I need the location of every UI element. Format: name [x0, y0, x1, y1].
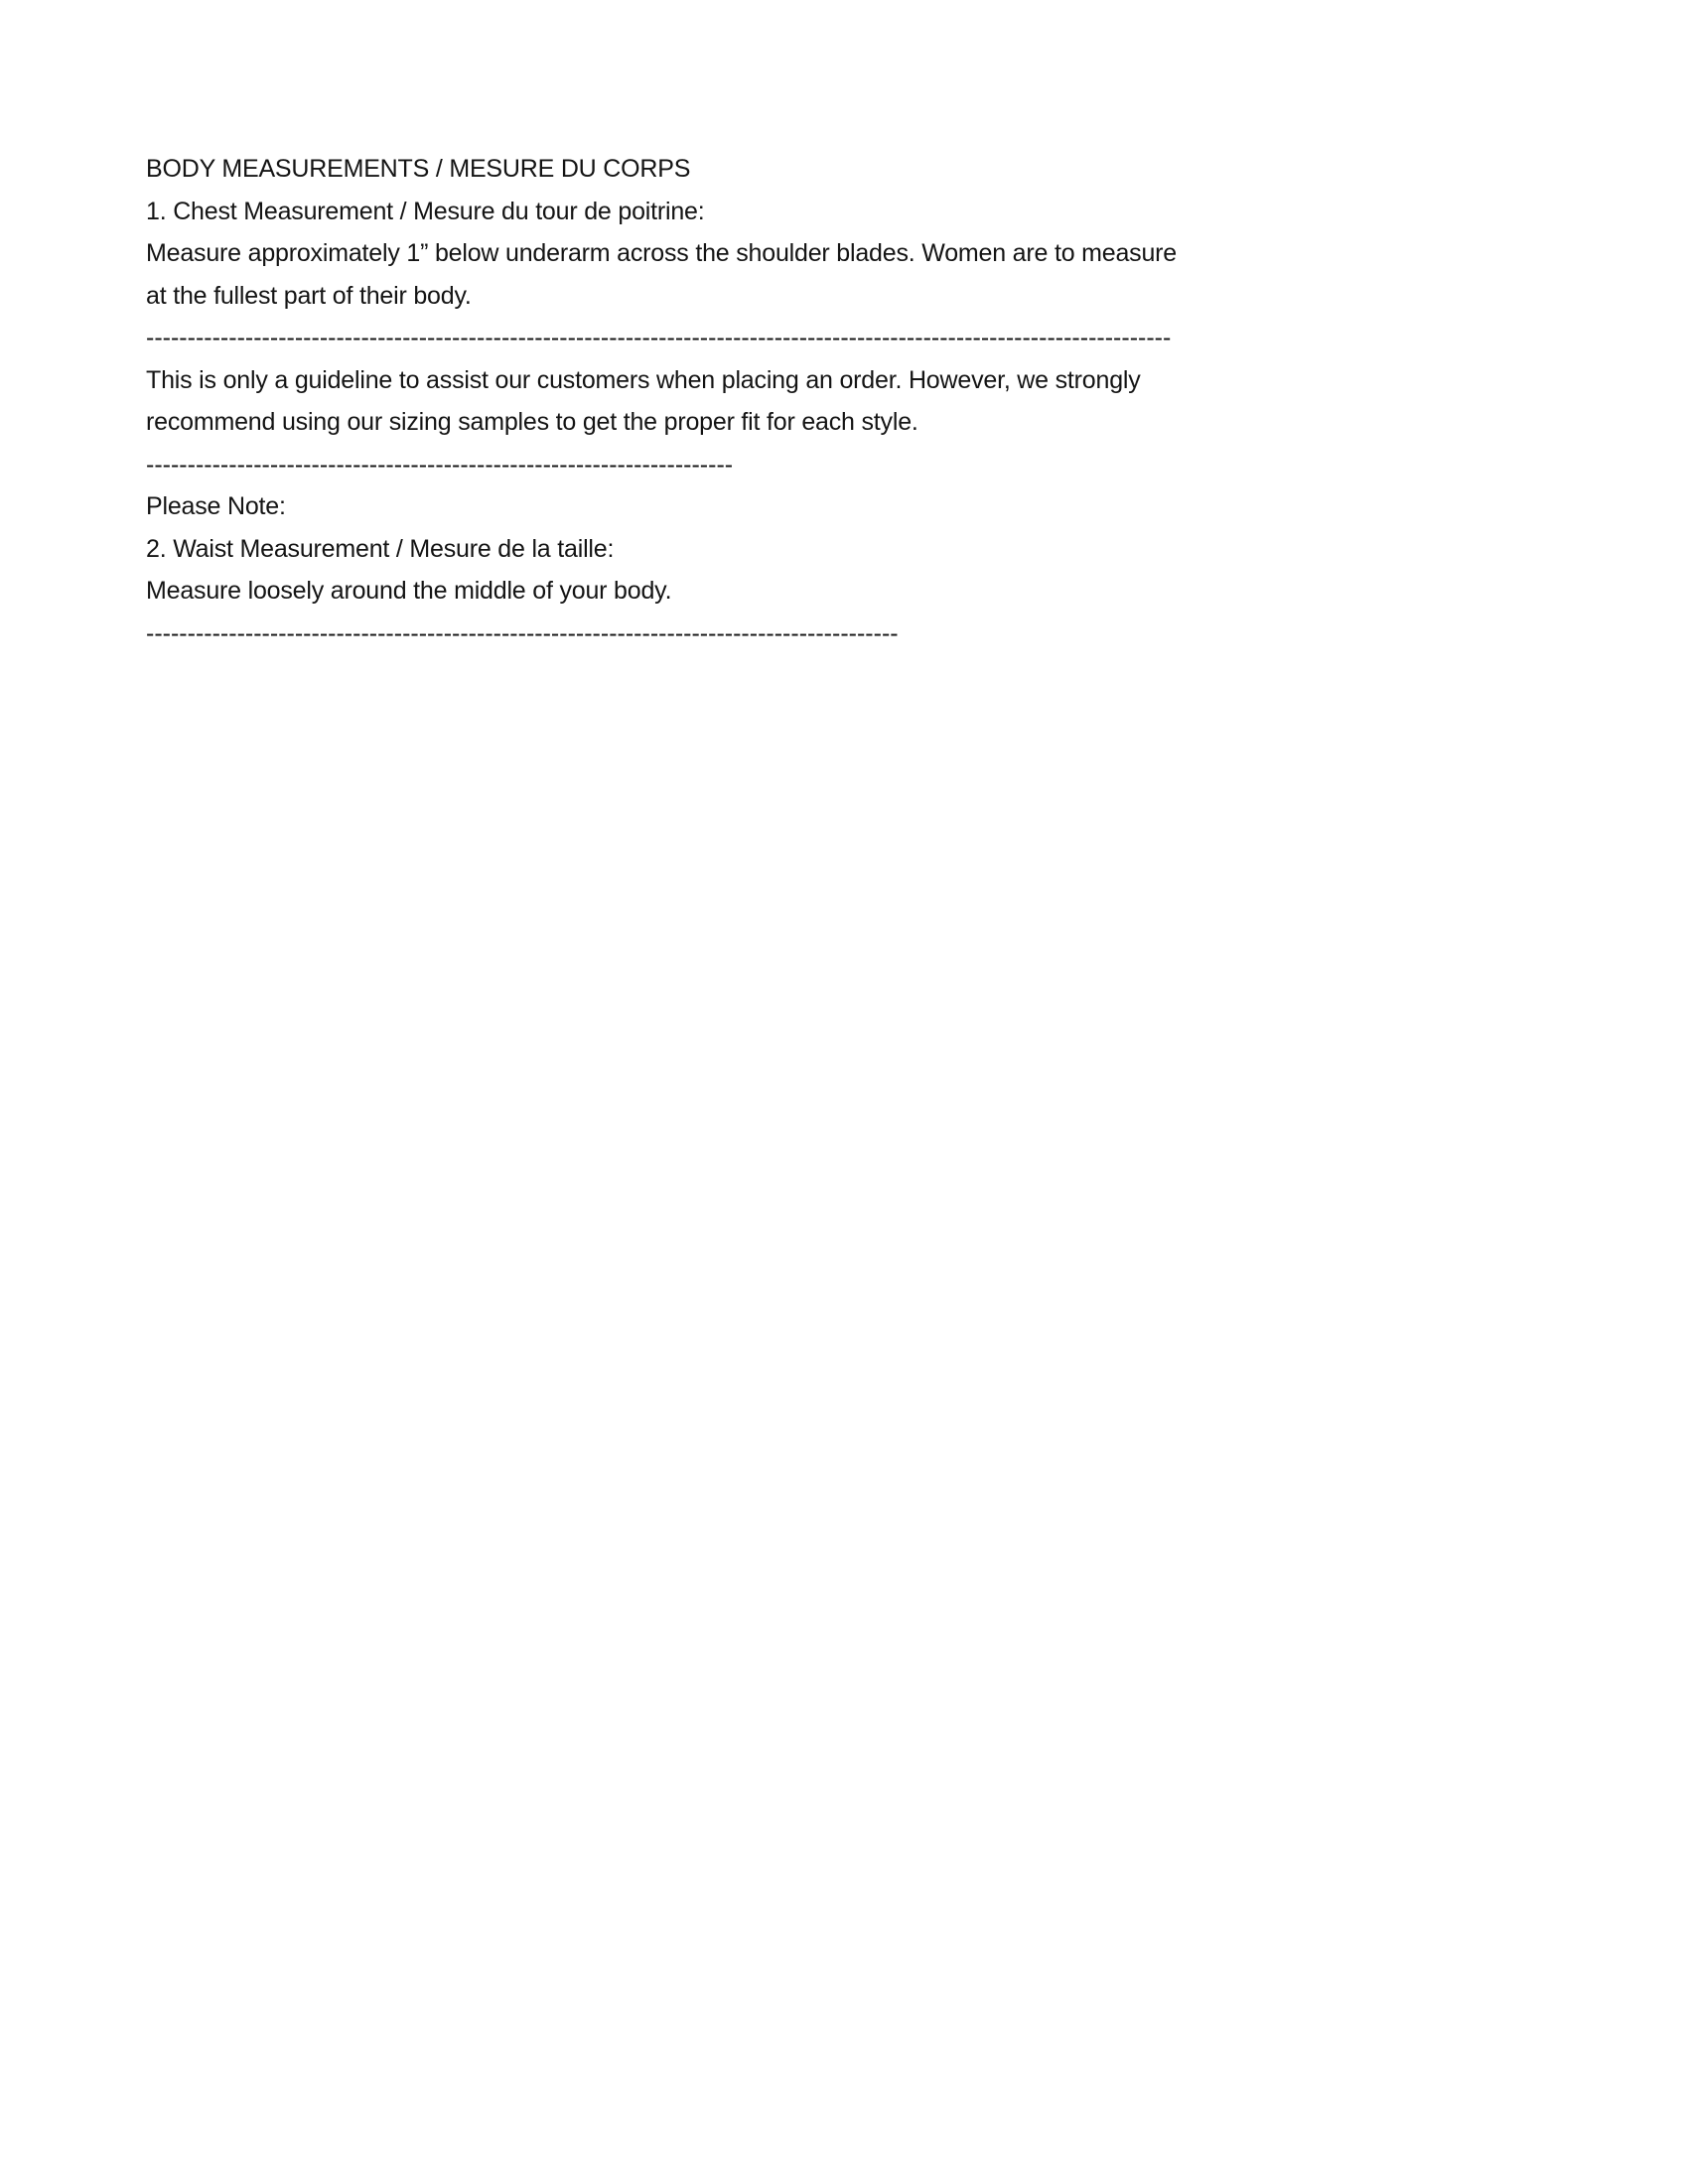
chest-measurement-instructions-line-2: at the fullest part of their body. [146, 281, 472, 310]
waist-measurement-instructions: Measure loosely around the middle of your body. [146, 577, 672, 605]
waist-measurement-heading: 2. Waist Measurement / Mesure de la taille: [146, 534, 615, 563]
divider-dashes-short: ----------------------------------------------------------------------- [146, 450, 734, 478]
page-title: BODY MEASUREMENTS / MESURE DU CORPS [146, 155, 691, 183]
please-note-label: Please Note: [146, 492, 286, 520]
guideline-note-line-2: recommend using our sizing samples to get the proper fit for each style. [146, 408, 918, 436]
chest-measurement-instructions-line-1: Measure approximately 1” below underarm across the shoulder blades. Women are to measure [146, 239, 1178, 267]
divider-dashes-long: ---------------------------------------------------------------------------------------------------------------------------- [146, 324, 1172, 351]
guideline-note-line-1: This is only a guideline to assist our customers when placing an order. However, we strongly [146, 365, 1141, 394]
document-content [146, 148, 1177, 654]
divider-dashes-medium: ------------------------------------------------------------------------------------------- [146, 618, 899, 647]
chest-measurement-heading: 1. Chest Measurement / Mesure du tour de poitrine: [146, 197, 705, 225]
